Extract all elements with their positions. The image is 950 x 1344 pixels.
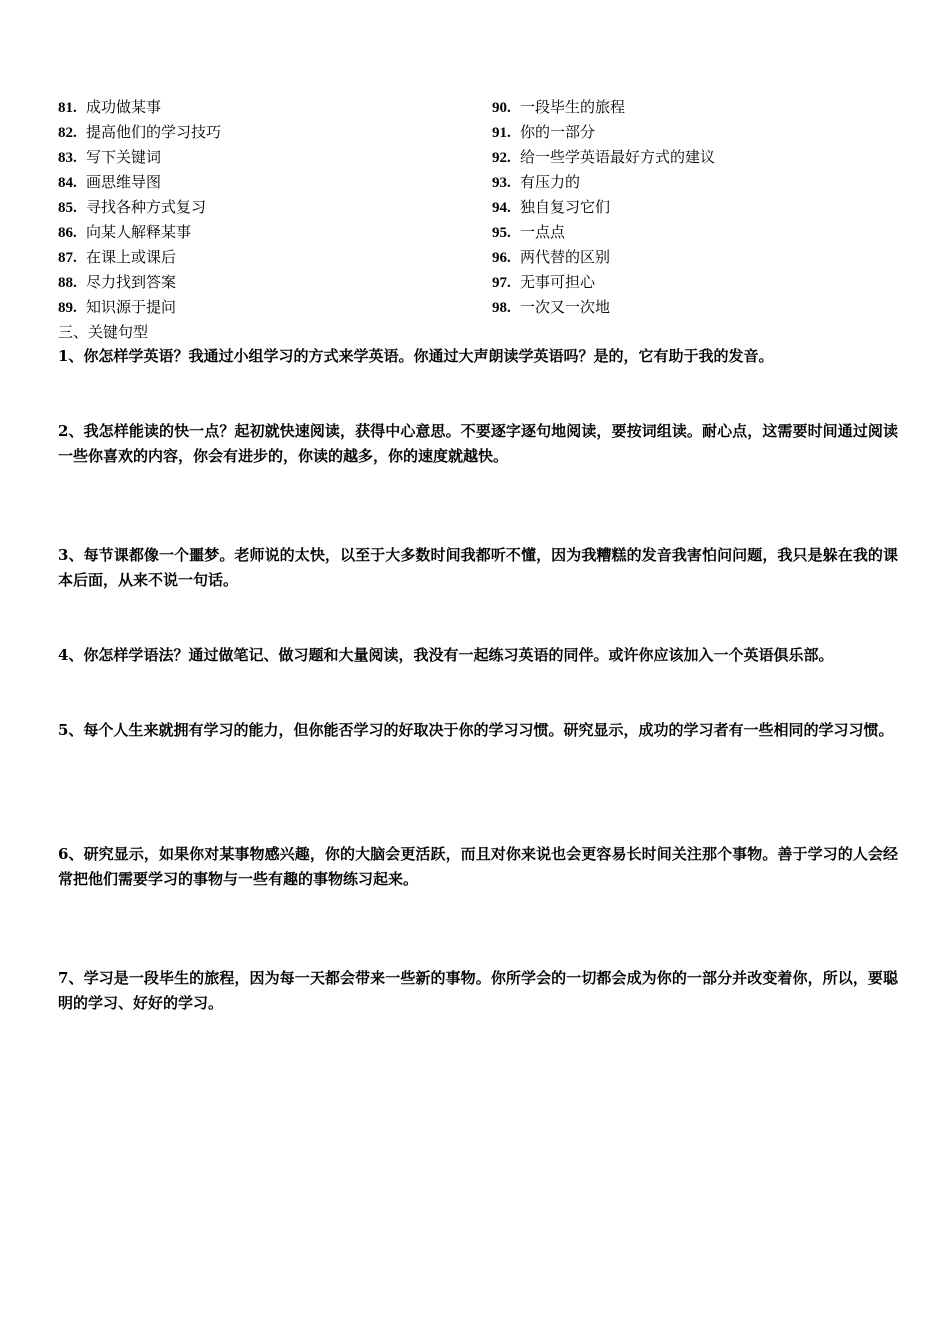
vocab-item (58, 295, 221, 320)
vocab-number: 96. (492, 250, 511, 266)
vocab-number: 94. (492, 200, 511, 216)
vocab-item (58, 245, 221, 270)
vocab-text: 你的一部分 (520, 123, 596, 141)
vocab-text: 尽力找到答案 (86, 273, 177, 291)
vocab-text: 在课上或课后 (86, 248, 177, 266)
vocab-item (492, 195, 715, 220)
vocab-item (492, 120, 715, 145)
vocab-number: 83. (58, 150, 77, 166)
vocab-number: 93. (492, 175, 511, 191)
vocab-item (492, 245, 715, 270)
vocabulary-column-right (492, 95, 715, 320)
vocab-number: 88. (58, 275, 77, 291)
vocab-number: 81. (58, 100, 77, 116)
vocab-text: 寻找各种方式复习 (86, 198, 207, 216)
vocab-number: 95. (492, 225, 511, 241)
key-sentence-2: 2、我怎样能读的快一点？起初就快速阅读，获得中心意思。不要逐字逐句地阅读，要按词组读。耐心点，这需要时间通过阅读一些你喜欢的内容，你会有进步的，你读的越多，你的速度就越快。 (58, 422, 898, 465)
vocab-item (58, 120, 221, 145)
key-sentence-7: 7、学习是一段毕生的旅程，因为每一天都会带来一些新的事物。你所学会的一切都会成为你的一部分并改变着你，所以，要聪明的学习、好好的学习。 (58, 969, 898, 1012)
vocab-item (58, 145, 221, 170)
vocab-item (492, 95, 715, 120)
vocab-number: 86. (58, 225, 77, 241)
vocab-number: 92. (492, 150, 511, 166)
vocab-text: 画思维导图 (86, 173, 162, 191)
key-sentence-5: 5、每个人生来就拥有学习的能力，但你能否学习的好取决于你的学习习惯。研究显示，成功的学习者有一些相同的学习习惯。 (58, 721, 894, 739)
vocab-text: 写下关键词 (86, 148, 162, 166)
key-sentence-1: 1、你怎样学英语？我通过小组学习的方式来学英语。你通过大声朗读学英语吗？是的，它有助于我的发音。 (58, 347, 774, 365)
vocab-item (58, 170, 221, 195)
vocabulary-column-left (58, 95, 221, 320)
vocab-text: 一次又一次地 (520, 298, 611, 316)
vocab-item (58, 95, 221, 120)
vocab-number: 87. (58, 250, 77, 266)
vocab-number: 84. (58, 175, 77, 191)
vocab-text: 一段毕生的旅程 (520, 98, 626, 116)
vocab-text: 提高他们的学习技巧 (86, 123, 222, 141)
vocab-text: 成功做某事 (86, 98, 162, 116)
vocab-item (492, 145, 715, 170)
vocab-number: 97. (492, 275, 511, 291)
vocab-text: 两代替的区别 (520, 248, 611, 266)
key-sentence-4: 4、你怎样学语法？通过做笔记、做习题和大量阅读，我没有一起练习英语的同伴。或许你应该加入一个英语俱乐部。 (58, 646, 834, 664)
vocab-text: 一点点 (520, 223, 566, 241)
vocab-text: 独自复习它们 (520, 198, 611, 216)
vocab-item (58, 270, 221, 295)
vocab-text: 向某人解释某事 (86, 223, 192, 241)
vocab-number: 98. (492, 300, 511, 316)
vocab-item (492, 295, 715, 320)
vocab-text: 有压力的 (520, 173, 581, 191)
key-sentence-6: 6、研究显示，如果你对某事物感兴趣，你的大脑会更活跃，而且对你来说也会更容易长时间关注那个事物。善于学习的人会经常把他们需要学习的事物与一些有趣的事物练习起来。 (58, 845, 898, 888)
vocab-text: 知识源于提问 (86, 298, 177, 316)
vocab-item (492, 270, 715, 295)
vocab-number: 82. (58, 125, 77, 141)
vocab-number: 89. (58, 300, 77, 316)
vocab-item (492, 170, 715, 195)
section-heading: 三、关键句型 (58, 323, 149, 341)
vocab-number: 85. (58, 200, 77, 216)
vocab-text: 无事可担心 (520, 273, 596, 291)
vocab-item (58, 220, 221, 245)
vocab-item (58, 195, 221, 220)
vocab-text: 给一些学英语最好方式的建议 (520, 148, 716, 166)
key-sentence-3: 3、每节课都像一个噩梦。老师说的太快，以至于大多数时间我都听不懂，因为我糟糕的发音我害怕问问题，我只是躲在我的课本后面，从来不说一句话。 (58, 546, 898, 589)
vocab-number: 91. (492, 125, 511, 141)
vocab-number: 90. (492, 100, 511, 116)
vocab-item (492, 220, 715, 245)
